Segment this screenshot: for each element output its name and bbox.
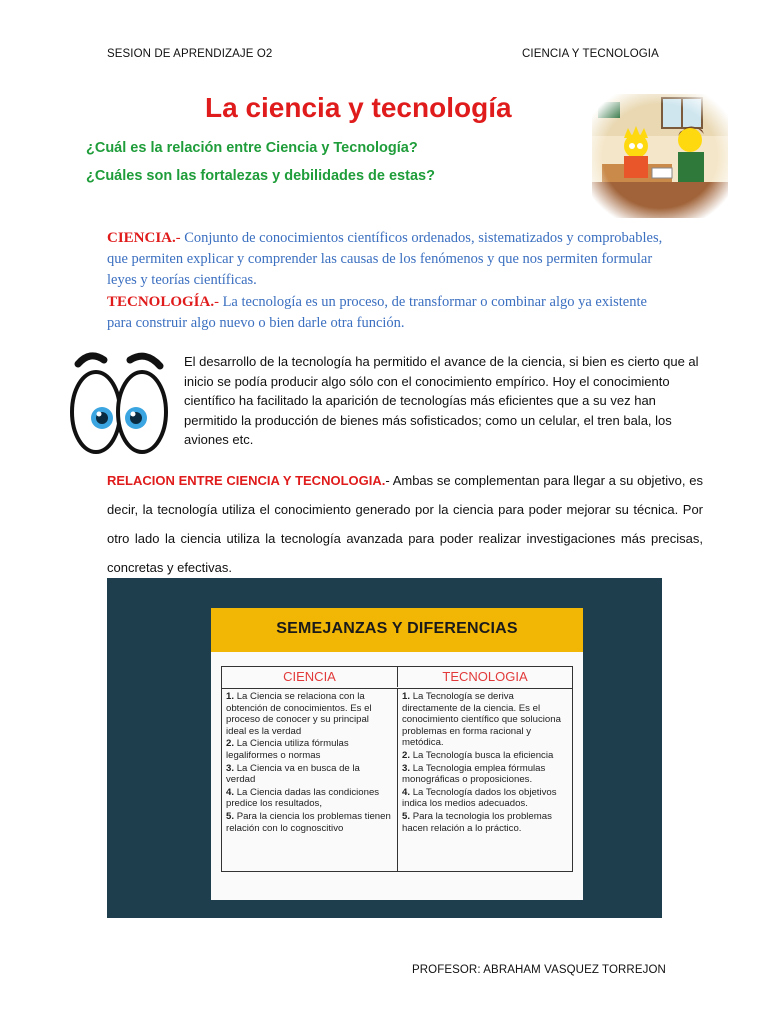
relation-title: RELACION ENTRE CIENCIA Y TECNOLOGIA. <box>107 473 386 488</box>
comparison-table <box>221 666 573 872</box>
definition-tecnologia <box>107 292 667 334</box>
relation-paragraph <box>107 466 703 582</box>
list-item: 3. La Tecnologia emplea fórmulas monográficas o proposiciones. <box>402 762 546 786</box>
list-item: 4. La Ciencia dadas las condiciones predice los resultados, <box>226 786 380 810</box>
header-left: SESION DE APRENDIZAJE O2 <box>107 48 273 60</box>
definition-term: TECNOLOGÍA. <box>107 294 215 310</box>
classroom-illustration <box>592 94 728 218</box>
comparison-card <box>211 652 583 900</box>
header-right: CIENCIA Y TECNOLOGIA <box>522 48 659 60</box>
list-item: 5. Para la tecnologia los problemas hacen relación a lo práctico. <box>402 810 552 834</box>
column-heading-tecnologia: TECNOLOGIA <box>442 669 528 684</box>
definition-term: CIENCIA. <box>107 230 176 246</box>
definition-text: La tecnología es un proceso, de transformar o combinar algo ya existente para construir algo nuevo o bien darle otra función. <box>107 294 647 331</box>
definition-dash: - <box>175 230 185 246</box>
list-item: 2. La Ciencia utiliza fórmulas legaliformes o normas <box>226 738 349 761</box>
list-item: 3. La Ciencia va en busca de la verdad <box>226 762 360 786</box>
list-item: 2. La Tecnología busca la eficiencia <box>402 749 554 761</box>
list-item: 5. Para la ciencia los problemas tienen relación con lo cognoscitivo <box>226 810 391 834</box>
slide-banner-title: SEMEJANZAS Y DIFERENCIAS <box>276 620 518 637</box>
question-2: ¿Cuáles son las fortalezas y debilidades de estas? <box>86 168 435 184</box>
slide-banner <box>211 608 583 652</box>
column-list-ciencia <box>226 691 391 835</box>
definition-text: Conjunto de conocimientos científicos ordenados, sistematizados y comprobables, que permiten explicar y comprender las causas de los fenómenos y que nos permiten formular leyes y teorías científicas. <box>107 230 663 288</box>
comparison-slide <box>107 578 662 918</box>
definition-ciencia <box>107 228 667 291</box>
paragraph-desarrollo: El desarrollo de la tecnología ha permitido el avance de la ciencia, si bien es cierto que al inicio se podía producir algo sólo con el conocimiento empírico. Hoy el conocimiento científico ha facilitado la aparición de tecnologías más eficientes que a su vez han permitido la producción de bienes más sofisticados; como un celular, el tren bala, los aviones etc. <box>184 354 699 447</box>
cartoon-eyes-icon <box>68 350 168 462</box>
list-item: 4. La Tecnología dados los objetivos indica los medios adecuados. <box>402 786 557 810</box>
question-1: ¿Cuál es la relación entre Ciencia y Tecnología? <box>86 140 418 156</box>
list-item: 1. La Tecnología se deriva directamente de la ciencia. Es el conocimiento científico que soluciona problemas en forma racional y metódica. <box>402 691 561 749</box>
relation-text: - Ambas se complementan para llegar a su objetivo, es decir, la tecnología utiliza el conocimiento generado por la ciencia para poder mejorar su técnica. Por otro lado la ciencia utiliza la tecnología avanzada para poder realizar investigaciones más precisas, concretas y efectivas. <box>107 473 703 575</box>
column-divider <box>397 688 398 871</box>
list-item: 1. La Ciencia se relaciona con la obtención de conocimientos. Es el proceso de conocer y su principal ideal es la verdad <box>226 691 372 737</box>
column-heading-ciencia: CIENCIA <box>222 667 398 687</box>
footer-teacher: PROFESOR: ABRAHAM VASQUEZ TORREJON <box>412 964 666 976</box>
definition-dash: - <box>214 294 223 310</box>
column-list-tecnologia <box>402 691 568 835</box>
page-title: La ciencia y tecnología <box>205 92 512 123</box>
